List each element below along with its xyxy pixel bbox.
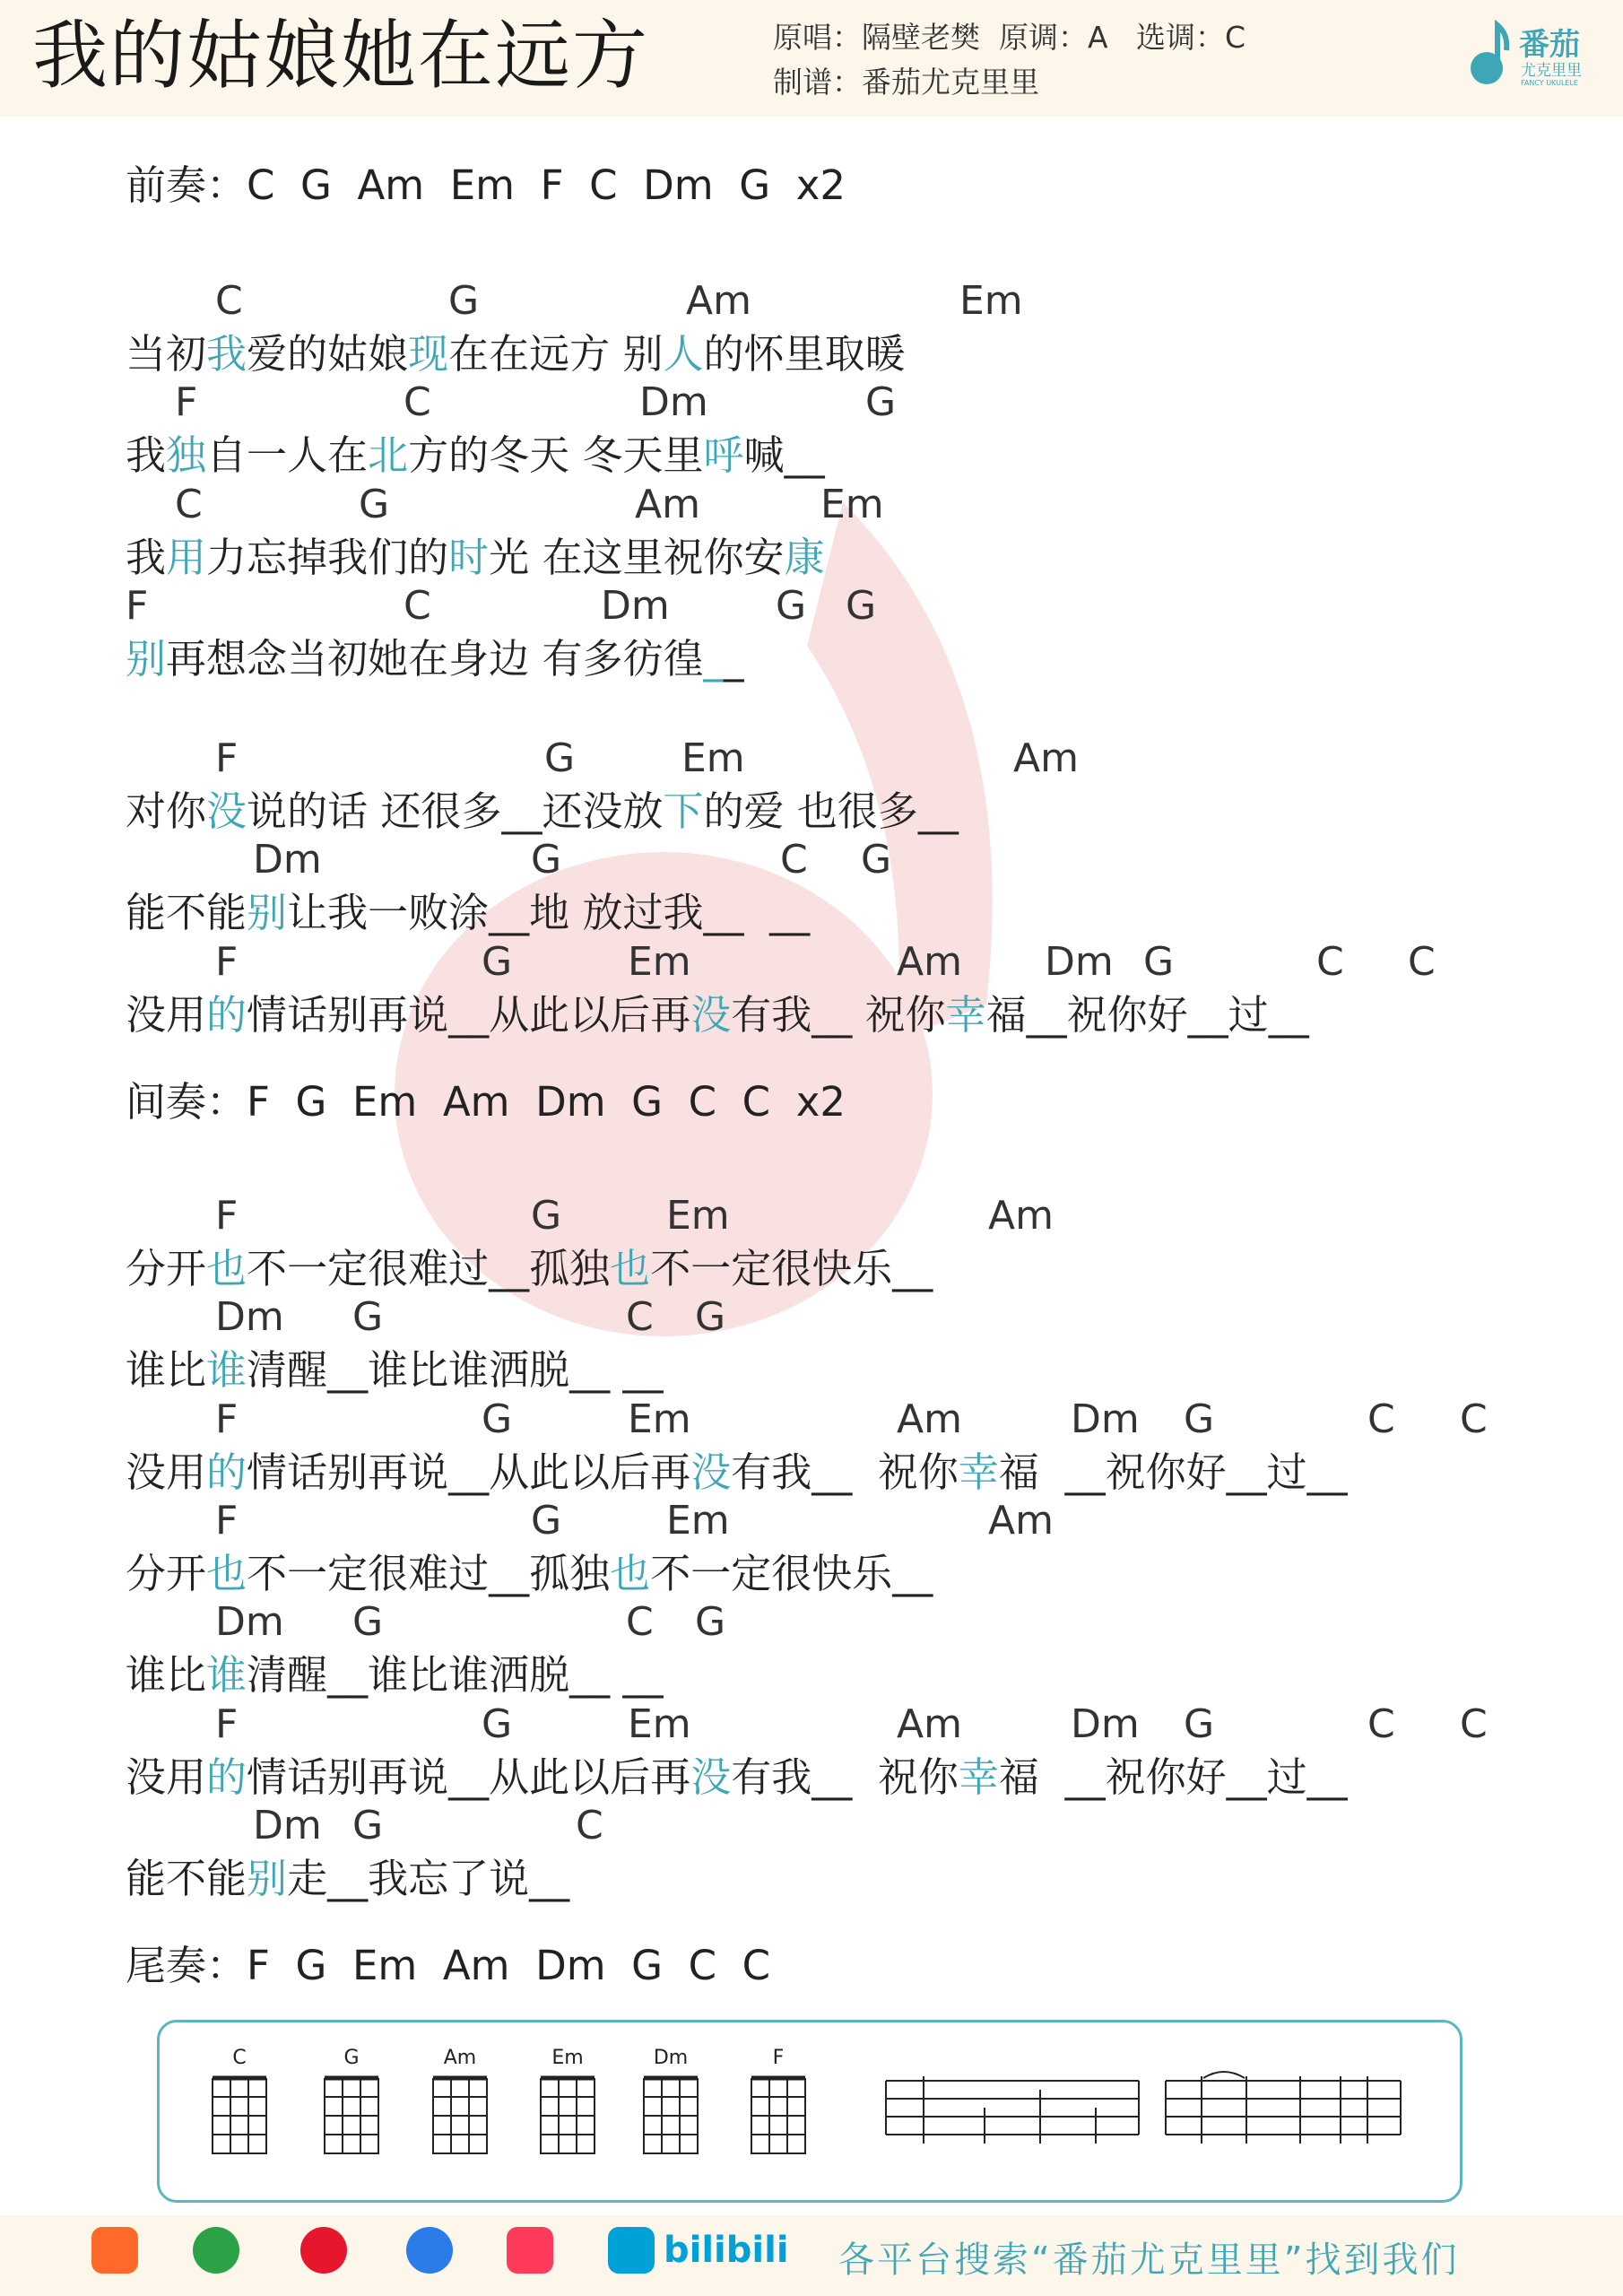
wechat-icon[interactable] <box>193 2227 239 2274</box>
logo-en: FANCY UKULELE <box>1521 79 1578 87</box>
chord-label: C <box>780 837 808 883</box>
chord-label: C <box>1460 1701 1488 1747</box>
chord-label: C <box>1367 1396 1395 1442</box>
fretboard-icon <box>320 2069 383 2159</box>
lyric-line: 没用的情话别再说__从此以后再没有我__ 祝你幸福 __祝你好__过__ <box>126 1448 1348 1496</box>
chord-label: C <box>1460 1396 1488 1442</box>
chord-label: G <box>482 939 513 985</box>
chord-label: F <box>215 1498 239 1544</box>
lyric-line: 别再想念当初她在身边 有多彷徨__ <box>126 635 744 683</box>
chord-diagram-name: Am <box>443 2047 477 2069</box>
chord-diagram-g <box>320 2047 383 2162</box>
chord-label: G <box>448 278 480 324</box>
chord-label: Dm <box>215 1294 284 1340</box>
chord-label: G <box>531 1498 562 1544</box>
kuaishou-icon[interactable] <box>507 2227 553 2274</box>
weibo-icon[interactable] <box>300 2227 347 2274</box>
song-title: 我的姑娘她在远方 <box>32 12 650 100</box>
lyric-line: 谁比谁清醒__谁比谁洒脱__ __ <box>126 1651 664 1699</box>
chord-label: F <box>126 583 149 629</box>
chord-label: C <box>404 583 431 629</box>
chord-label: C <box>626 1599 654 1645</box>
bilibili-text[interactable]: bilibili <box>664 2230 789 2271</box>
song-meta-line2: 制谱：番茄尤克里里 <box>773 65 1039 100</box>
chord-label: Am <box>988 1193 1054 1239</box>
chord-label: G <box>531 837 562 883</box>
chord-label: C <box>1367 1701 1395 1747</box>
chord-label: G <box>1184 1396 1215 1442</box>
chord-label: F <box>215 939 239 985</box>
chord-label: G <box>776 583 807 629</box>
chord-diagram-name: C <box>232 2047 247 2069</box>
fretboard-icon <box>429 2069 491 2159</box>
lyric-line: 没用的情话别再说__从此以后再没有我__ 祝你幸福__祝你好__过__ <box>126 991 1309 1039</box>
chord-label: Em <box>959 278 1023 324</box>
footer-text: 各平台搜索“番茄尤克里里”找到我们 <box>838 2239 1460 2281</box>
chord-label: Em <box>681 735 745 781</box>
logo-text: 番茄 <box>1519 27 1580 63</box>
chord-label: F <box>215 1193 239 1239</box>
chord-label: G <box>352 1294 384 1340</box>
chord-label: C <box>1408 939 1436 985</box>
chord-label: G <box>544 735 576 781</box>
lyric-line: 没用的情话别再说__从此以后再没有我__ 祝你幸福 __祝你好__过__ <box>126 1753 1348 1801</box>
video-app-icon[interactable] <box>406 2227 453 2274</box>
chord-label: G <box>352 1599 384 1645</box>
chord-diagram-dm <box>639 2047 702 2162</box>
chord-label: Dm <box>253 1803 322 1848</box>
chord-label: F <box>215 735 239 781</box>
chord-diagram-name: G <box>343 2047 360 2069</box>
lyric-line: 谁比谁清醒__谁比谁洒脱__ __ <box>126 1346 664 1394</box>
chord-label: Am <box>1013 735 1079 781</box>
lyric-line: 分开也不一定很难过__孤独也不一定很快乐__ <box>126 1550 933 1597</box>
chord-label: C <box>576 1803 603 1848</box>
chord-label: Am <box>635 482 700 527</box>
chord-label: G <box>695 1599 726 1645</box>
chord-diagram-am <box>429 2047 491 2162</box>
chord-label: C <box>626 1294 654 1340</box>
chord-label: G <box>482 1396 513 1442</box>
chord-label: Am <box>897 1701 962 1747</box>
chord-diagram-em <box>536 2047 599 2162</box>
chord-label: C <box>215 278 243 324</box>
chord-label: Dm <box>253 837 322 883</box>
chord-label: G <box>1184 1701 1215 1747</box>
chord-label: F <box>215 1701 239 1747</box>
lyric-line: 我独自一人在北方的冬天 冬天里呼喊__ <box>126 431 825 479</box>
chord-diagram-name: Dm <box>653 2047 689 2069</box>
chord-label: G <box>531 1193 562 1239</box>
chord-label: G <box>865 379 897 425</box>
chord-label: G <box>482 1701 513 1747</box>
logo <box>1462 14 1605 95</box>
lyric-line: 对你没说的话 还很多__还没放下的爱 也很多__ <box>126 787 959 835</box>
chord-diagram-c <box>208 2047 271 2162</box>
chord-label: G <box>846 583 877 629</box>
chord-label: C <box>1316 939 1344 985</box>
interlude-line: 间奏：F G Em Am Dm G C C x2 <box>126 1078 846 1126</box>
lyric-line: 当初我爱的姑娘现在在远方 别人的怀里取暖 <box>126 330 906 378</box>
taobao-icon[interactable] <box>91 2227 138 2274</box>
chord-label: Em <box>820 482 884 527</box>
chord-label: Dm <box>601 583 670 629</box>
logo-subtext: 尤克里里 <box>1521 62 1582 80</box>
lyric-line: 分开也不一定很难过__孤独也不一定很快乐__ <box>126 1245 933 1292</box>
chord-label: Am <box>988 1498 1054 1544</box>
lyric-line: 能不能别走__我忘了说__ <box>126 1855 570 1902</box>
chord-label: F <box>175 379 198 425</box>
chord-label: Am <box>897 1396 962 1442</box>
chord-label: Am <box>897 939 962 985</box>
chord-label: G <box>1143 939 1175 985</box>
chord-label: Dm <box>1045 939 1114 985</box>
chord-label: Dm <box>1071 1701 1140 1747</box>
intro-line: 前奏：C G Am Em F C Dm G x2 <box>126 161 846 209</box>
outro-line: 尾奏：F G Em Am Dm G C C <box>126 1942 771 1989</box>
chord-label: C <box>175 482 203 527</box>
lyric-line: 能不能别让我一败涂__地 放过我__ __ <box>126 889 811 936</box>
fretboard-icon <box>747 2069 810 2159</box>
chord-label: F <box>215 1396 239 1442</box>
strum-pattern-icon <box>879 2067 1417 2157</box>
lyric-line: 我用力忘掉我们的时光 在这里祝你安康 <box>126 534 825 581</box>
fretboard-icon <box>208 2069 271 2159</box>
chord-label: C <box>404 379 431 425</box>
chord-label: Dm <box>639 379 708 425</box>
chord-label: Em <box>628 1701 691 1747</box>
chord-label: Dm <box>215 1599 284 1645</box>
chord-label: G <box>695 1294 726 1340</box>
chord-diagram-name: F <box>772 2047 785 2069</box>
chord-label: Dm <box>1071 1396 1140 1442</box>
chord-label: G <box>359 482 390 527</box>
fretboard-icon <box>536 2069 599 2159</box>
chord-label: Em <box>666 1498 730 1544</box>
chord-label: Em <box>628 939 691 985</box>
chord-label: G <box>861 837 892 883</box>
chord-diagram-f <box>747 2047 810 2162</box>
chord-label: Am <box>686 278 751 324</box>
bilibili-icon[interactable] <box>608 2227 655 2274</box>
chord-label: G <box>352 1803 384 1848</box>
song-meta-line1: 原唱：隔壁老樊 原调：A 选调：C <box>773 20 1246 55</box>
chord-diagram-name: Em <box>551 2047 584 2069</box>
chord-label: Em <box>666 1193 730 1239</box>
fretboard-icon <box>639 2069 702 2159</box>
chord-label: Em <box>628 1396 691 1442</box>
